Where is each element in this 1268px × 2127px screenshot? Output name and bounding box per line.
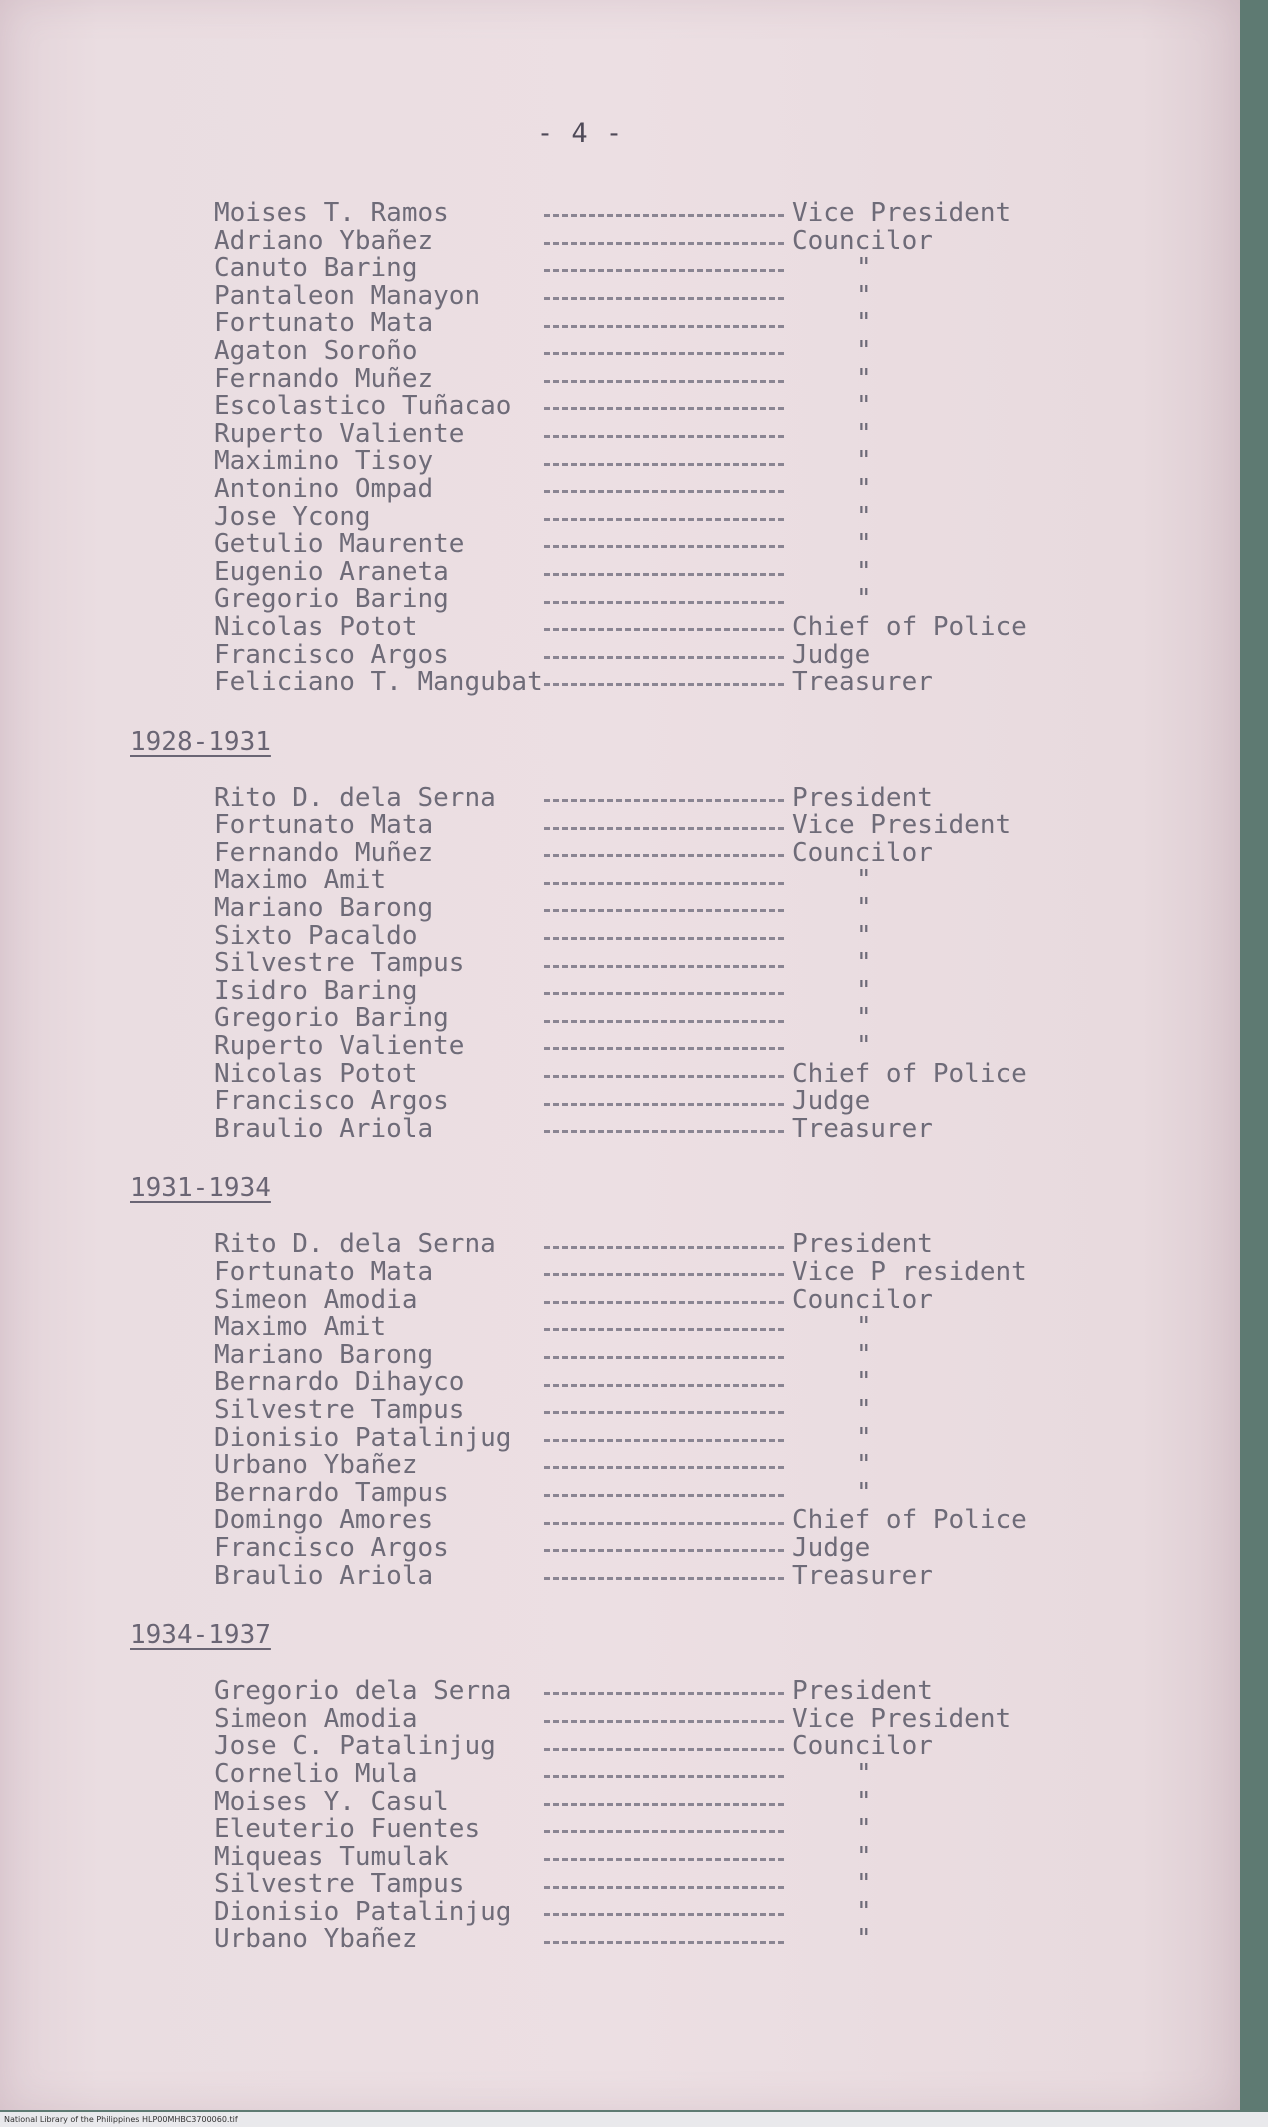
section-continued — [130, 200, 1130, 697]
official-title: Councilor — [792, 1731, 933, 1762]
official-name: Feliciano T. Mangubat — [214, 667, 543, 698]
dash-leader — [544, 1494, 784, 1497]
official-entry — [214, 225, 1130, 256]
entries — [214, 1678, 1130, 1954]
official-name: Gregorio Baring — [214, 1003, 449, 1034]
official-entry — [214, 200, 1130, 228]
dash-leader — [544, 1913, 784, 1916]
official-name: Eugenio Araneta — [214, 556, 449, 587]
official-name: Maximo Amit — [214, 865, 387, 896]
official-name: Mariano Barong — [214, 893, 434, 924]
official-name: Eleuterio Fuentes — [214, 1814, 481, 1845]
dash-leader — [544, 435, 784, 438]
official-name: Ruperto Valiente — [214, 1031, 465, 1062]
official-title: Treasurer — [792, 1560, 933, 1591]
official-entry: Eleuterio Fuentes " — [214, 1814, 872, 1845]
year-heading: 1931-1934 — [130, 1173, 271, 1204]
dash-leader — [544, 325, 784, 328]
dash-leader — [544, 965, 784, 968]
scan-footer: National Library of the Philippines HLP00MHBC3700060.tif — [0, 2112, 1268, 2127]
dash-leader — [544, 827, 784, 830]
official-entry: Canuto Baring " — [214, 253, 872, 284]
dash-leader — [544, 1549, 784, 1552]
official-entry: Silvestre Tampus " — [214, 1869, 872, 1900]
official-title: Treasurer — [792, 1113, 933, 1144]
official-entry: Urbano Ybañez " — [214, 1924, 872, 1955]
dash-leader — [544, 1075, 784, 1078]
dash-leader — [544, 909, 784, 912]
official-name: Gregorio Baring — [214, 584, 449, 615]
official-entry: Fortunato Mata " — [214, 308, 872, 339]
dash-leader — [544, 1273, 784, 1276]
official-name: Francisco Argos — [214, 1086, 449, 1117]
official-entry — [214, 1560, 1130, 1591]
official-name: Simeon Amodia — [214, 1284, 418, 1315]
official-title: President — [792, 1229, 933, 1260]
dash-leader — [544, 463, 784, 466]
official-name: Jose Ycong — [214, 501, 371, 532]
dash-leader — [544, 882, 784, 885]
official-name: Fortunato Mata — [214, 810, 434, 841]
official-entry: Miqueas Tumulak " — [214, 1841, 872, 1872]
official-name: Braulio Ariola — [214, 1113, 434, 1144]
official-entry: Escolastico Tuñacao " — [214, 391, 872, 422]
section-1928-1931 — [130, 697, 1130, 1144]
official-entry: Gregorio Baring " — [214, 1003, 872, 1034]
official-entry: Bernardo Tampus " — [214, 1477, 872, 1508]
dash-leader — [544, 628, 784, 631]
official-entry: Pantaleon Manayon " — [214, 280, 872, 311]
dash-leader — [544, 1439, 784, 1442]
official-name: Rito D. dela Serna — [214, 1229, 496, 1260]
official-title: Vice P resident — [792, 1257, 1027, 1287]
official-entry: Isidro Baring " — [214, 975, 872, 1006]
official-entry: Ruperto Valiente " — [214, 418, 872, 449]
dash-leader — [544, 1301, 784, 1304]
official-name: Francisco Argos — [214, 639, 449, 670]
official-name: Cornelio Mula — [214, 1758, 418, 1789]
dash-leader — [544, 1748, 784, 1751]
official-name: Isidro Baring — [214, 975, 418, 1006]
dash-leader — [544, 1466, 784, 1469]
year-heading: 1928-1931 — [130, 726, 271, 757]
official-entry: Urbano Ybañez " — [214, 1450, 872, 1481]
dash-leader — [544, 799, 784, 802]
official-name: Nicolas Potot — [214, 611, 418, 642]
dash-leader — [544, 656, 784, 659]
dash-leader — [544, 352, 784, 355]
official-name: Silvestre Tampus — [214, 1394, 465, 1425]
official-entry — [214, 1259, 1130, 1287]
official-entry — [214, 837, 1130, 868]
section-1934-1937 — [130, 1590, 1130, 1954]
official-entry: Antonino Ompad " — [214, 473, 872, 504]
official-entry: Agaton Soroño " — [214, 335, 872, 366]
dash-leader — [544, 242, 784, 245]
official-title: President — [792, 1676, 933, 1707]
official-entry: Silvestre Tampus " — [214, 948, 872, 979]
official-name: Agaton Soroño — [214, 335, 418, 366]
official-name: Fernando Muñez — [214, 363, 434, 394]
official-name: Urbano Ybañez — [214, 1924, 418, 1955]
official-entry: Gregorio Baring " — [214, 584, 872, 615]
official-name: Dionisio Patalinjug — [214, 1422, 512, 1453]
official-name: Urbano Ybañez — [214, 1450, 418, 1481]
dash-leader — [544, 1130, 784, 1133]
dash-leader — [544, 1246, 784, 1249]
official-name: Escolastico Tuñacao — [214, 391, 512, 422]
official-entry: Mariano Barong " — [214, 893, 872, 924]
official-entry — [214, 1703, 1130, 1734]
dash-leader — [544, 1830, 784, 1833]
official-name: Miqueas Tumulak — [214, 1841, 449, 1872]
dash-leader — [544, 1886, 784, 1889]
dash-leader — [544, 1522, 784, 1525]
official-entry: Maximino Tisoy " — [214, 446, 872, 477]
official-entry: Sixto Pacaldo " — [214, 920, 872, 951]
official-name: Maximo Amit — [214, 1312, 387, 1343]
dash-leader — [544, 490, 784, 493]
official-name: Ruperto Valiente — [214, 418, 465, 449]
official-entry — [214, 1733, 1130, 1761]
official-entry: Ruperto Valiente " — [214, 1031, 872, 1062]
official-name: Moises Y. Casul — [214, 1786, 449, 1817]
officials-list — [130, 200, 1130, 1954]
official-entry: Maximo Amit " — [214, 865, 872, 896]
official-title: Councilor — [792, 837, 933, 868]
official-name: Antonino Ompad — [214, 473, 434, 504]
official-title: Judge — [792, 639, 871, 670]
official-entry: Maximo Amit " — [214, 1312, 872, 1343]
dash-leader — [544, 937, 784, 940]
official-name: Dionisio Patalinjug — [214, 1896, 512, 1927]
official-entry: Dionisio Patalinjug " — [214, 1422, 872, 1453]
official-name: Braulio Ariola — [214, 1560, 434, 1591]
entries — [214, 782, 1130, 1144]
official-entry — [214, 812, 1130, 840]
official-entry: Dionisio Patalinjug " — [214, 1896, 872, 1927]
dash-leader — [544, 407, 784, 410]
official-title: Vice President — [792, 1703, 1012, 1734]
official-name: Silvestre Tampus — [214, 1869, 465, 1900]
dash-leader — [544, 1047, 784, 1050]
official-title: Judge — [792, 1532, 871, 1563]
year-heading: 1934-1937 — [130, 1620, 271, 1651]
official-entry — [214, 1113, 1130, 1144]
official-name: Mariano Barong — [214, 1339, 434, 1370]
official-name: Silvestre Tampus — [214, 948, 465, 979]
official-name: Pantaleon Manayon — [214, 280, 481, 311]
official-title: Vice President — [792, 198, 1012, 228]
dash-leader — [544, 1356, 784, 1359]
official-entry: Cornelio Mula " — [214, 1758, 872, 1789]
official-title: Councilor — [792, 1284, 933, 1315]
official-name: Nicolas Potot — [214, 1058, 418, 1089]
official-title: Chief of Police — [792, 611, 1027, 642]
official-entry: Fernando Muñez " — [214, 363, 872, 394]
official-entry — [214, 639, 1130, 670]
dash-leader — [544, 1858, 784, 1861]
official-title: Treasurer — [792, 667, 933, 698]
entries — [214, 200, 1130, 697]
official-entry: Getulio Maurente " — [214, 529, 872, 560]
dash-leader — [544, 297, 784, 300]
dash-leader — [544, 518, 784, 521]
official-name: Bernardo Dihayco — [214, 1367, 465, 1398]
official-name: Rito D. dela Serna — [214, 782, 496, 813]
official-name: Francisco Argos — [214, 1532, 449, 1563]
dash-leader — [544, 1411, 784, 1414]
dash-leader — [544, 1577, 784, 1580]
official-entry: Eugenio Araneta " — [214, 556, 872, 587]
official-title: Vice President — [792, 810, 1012, 841]
official-name: Maximino Tisoy — [214, 446, 434, 477]
official-entry: Moises Y. Casul " — [214, 1786, 872, 1817]
official-entry — [214, 1058, 1130, 1089]
dash-leader — [544, 992, 784, 995]
official-name: Jose C. Patalinjug — [214, 1731, 496, 1762]
dash-leader — [544, 1328, 784, 1331]
official-title: President — [792, 782, 933, 813]
entries — [214, 1231, 1130, 1590]
official-name: Moises T. Ramos — [214, 198, 449, 228]
dash-leader — [544, 1720, 784, 1723]
official-title: Councilor — [792, 225, 933, 256]
dash-leader — [544, 1775, 784, 1778]
dash-leader — [544, 269, 784, 272]
official-name: Domingo Amores — [214, 1505, 434, 1536]
official-title: Chief of Police — [792, 1058, 1027, 1089]
official-entry: Jose Ycong " — [214, 501, 872, 532]
official-entry — [214, 1284, 1130, 1315]
official-name: Sixto Pacaldo — [214, 920, 418, 951]
dash-leader — [544, 1020, 784, 1023]
dash-leader — [544, 545, 784, 548]
official-name: Fortunato Mata — [214, 1257, 434, 1287]
official-title: Judge — [792, 1086, 871, 1117]
official-entry — [214, 1532, 1130, 1563]
dash-leader — [544, 1803, 784, 1806]
official-entry: Mariano Barong " — [214, 1339, 872, 1370]
official-title: Chief of Police — [792, 1505, 1027, 1536]
dash-leader — [544, 380, 784, 383]
official-name: Bernardo Tampus — [214, 1477, 449, 1508]
dash-leader — [544, 854, 784, 857]
dash-leader — [544, 1384, 784, 1387]
official-name: Getulio Maurente — [214, 529, 465, 560]
dash-leader — [544, 1103, 784, 1106]
section-1931-1934 — [130, 1143, 1130, 1590]
official-entry: Bernardo Dihayco " — [214, 1367, 872, 1398]
official-name: Fernando Muñez — [214, 837, 434, 868]
official-entry — [214, 669, 1130, 697]
official-name: Simeon Amodia — [214, 1703, 418, 1734]
dash-leader — [544, 1941, 784, 1944]
official-entry — [214, 782, 1130, 813]
dash-leader — [544, 1692, 784, 1695]
dash-leader — [544, 573, 784, 576]
official-name: Fortunato Mata — [214, 308, 434, 339]
official-entry — [214, 1678, 1130, 1706]
official-entry: Silvestre Tampus " — [214, 1394, 872, 1425]
official-name: Canuto Baring — [214, 253, 418, 284]
official-entry — [214, 1231, 1130, 1259]
page-number: - 4 - — [536, 118, 624, 149]
official-entry — [214, 1088, 1130, 1116]
official-name: Adriano Ybañez — [214, 225, 434, 256]
dash-leader — [544, 601, 784, 604]
official-entry — [214, 1507, 1130, 1535]
official-name: Gregorio dela Serna — [214, 1676, 512, 1707]
official-entry — [214, 611, 1130, 642]
dash-leader — [544, 214, 784, 217]
dash-leader — [544, 683, 784, 686]
